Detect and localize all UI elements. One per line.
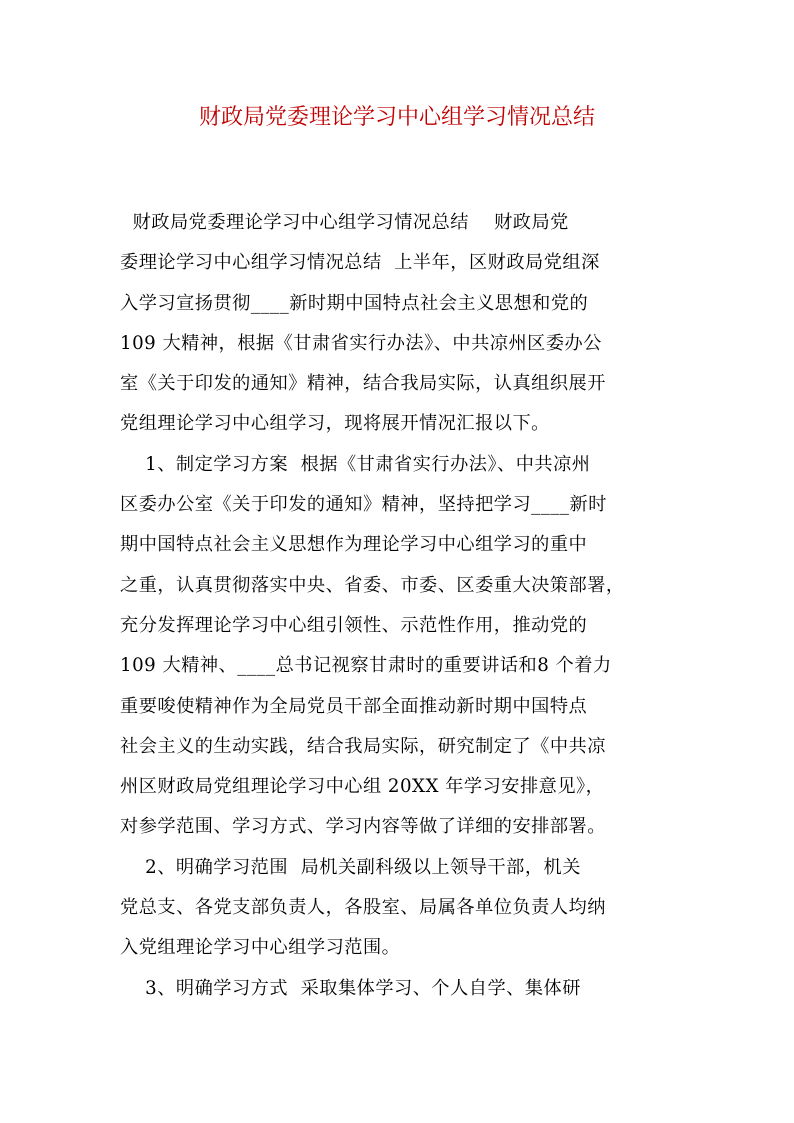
body-line: 入学习宣扬贯彻____新时期中国特点社会主义思想和党的 (120, 292, 589, 314)
body-line: 州区财政局党组理论学习中心组 20XX 年学习安排意见》， (120, 776, 605, 798)
body-line: 财政局党委理论学习中心组学习情况总结 财政局党 (120, 212, 569, 233)
body-line: 109 大精神，根据《甘肃省实行办法》、中共凉州区委办公 (120, 332, 602, 354)
body-line: 3、明确学习方式 采取集体学习、个人自学、集体研 (120, 977, 581, 999)
body-line: 委理论学习中心组学习情况总结 上半年，区财政局党组深 (120, 252, 600, 274)
body-line: 区委办公室《关于印发的通知》精神，坚持把学习____新时 (120, 494, 607, 516)
body-line: 室《关于印发的通知》精神，结合我局实际，认真组织展开 (120, 373, 606, 395)
body-line: 党组理论学习中心组学习，现将展开情况汇报以下。 (120, 413, 550, 435)
body-line: 对参学范围、学习方式、学习内容等做了详细的安排部署。 (120, 816, 606, 838)
body-line: 充分发挥理论学习中心组引领性、示范性作用，推动党的 (120, 614, 588, 636)
document-title: 财政局党委理论学习中心组学习情况总结 (198, 105, 595, 130)
body-line: 入党组理论学习中心组学习范围。 (120, 937, 401, 959)
body-line: 2、明确学习范围 局机关副科级以上领导干部，机关 (120, 856, 581, 878)
body-line: 重要唆使精神作为全局党员干部全面推动新时期中国特点 (120, 695, 588, 717)
body-line: 1、制定学习方案 根据《甘肃省实行办法》、中共凉州 (120, 453, 591, 475)
body-line: 109 大精神、____总书记视察甘肃时的重要讲话和8 个着力 (120, 655, 612, 677)
body-line: 之重，认真贯彻落实中央、省委、市委、区委重大决策部署， (120, 574, 625, 596)
body-line: 社会主义的生动实践，结合我局实际，研究制定了《中共凉 (120, 735, 606, 757)
body-line: 党总支、各党支部负责人，各股室、局属各单位负责人均纳 (120, 897, 606, 919)
body-line: 期中国特点社会主义思想作为理论学习中心组学习的重中 (120, 534, 588, 556)
document-body (120, 203, 680, 1009)
